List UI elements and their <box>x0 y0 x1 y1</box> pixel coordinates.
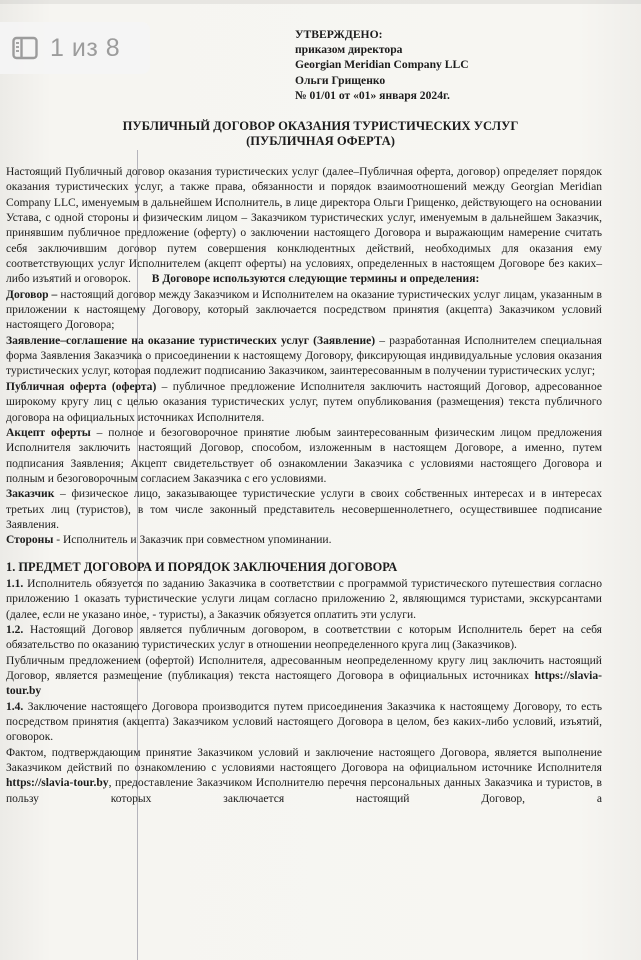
clause-text: Заключение настоящего Договора производится путем присоединения Заказчика к настоящему Договору, то есть посредством принятия (акцепта) Заказчиком условий настоящего Договора в целом, без каких-либо условий, изъятий, оговорок. <box>6 700 602 744</box>
definition-text: настоящий договор между Заказчиком и Исполнителем на оказание туристических услуг лицам, указанным в приложении к настоящему Договору, который заключается посредством принятия (акцепта) Заказчиком условий настоящего Договора; <box>6 288 603 332</box>
clause-number: 1.1. <box>6 577 24 590</box>
preamble <box>6 165 602 288</box>
page-counter: 1 из 8 <box>50 33 121 62</box>
definition-text: – физическое лицо, заказывающее туристические услуги в своих собственных интересах и в интересах третьих лиц (туристов), в том числе законный представитель несовершеннолетнего, осуществившее подписание Заявления. <box>6 488 602 531</box>
approval-line: Ольги Грищенко <box>295 73 386 87</box>
approval-line: приказом директора <box>295 43 403 57</box>
clause <box>6 623 602 654</box>
page-counter-badge[interactable] <box>0 22 150 74</box>
clause-number: 1.4. <box>6 700 24 713</box>
definition-term: Акцепт оферты <box>6 426 91 439</box>
definition-term: Стороны <box>6 534 54 547</box>
clause-text: Исполнитель обязуется по заданию Заказчика в соответствии с программой туристического путешествия согласно приложению 1 оказать туристические услуги лицам согласно приложению 2, являющимся туристами, экскурсантами (далее, если не указано иное, - туристы), а Заказчик обязуется оплатить эти услуги. <box>6 577 602 621</box>
document-subtitle: (ПУБЛИЧНАЯ ОФЕРТА) <box>246 134 395 148</box>
paragraph <box>6 746 602 807</box>
definition-text: - Исполнитель и Заказчик при совместном упоминании. <box>53 534 332 547</box>
clause <box>6 577 602 623</box>
definition <box>6 288 602 334</box>
document-title: ПУБЛИЧНЫЙ ДОГОВОР ОКАЗАНИЯ ТУРИСТИЧЕСКИХ УСЛУГ <box>122 119 519 133</box>
approval-line: № 01/01 от «01» января 2024г. <box>295 88 450 102</box>
paragraph-text: Публичным предложением (офертой) Исполнителя, адресованным неопределенному кругу лиц заключить настоящий Договор, является размещение (публикация) текста настоящего Договора в официальных источниках <box>6 654 602 682</box>
document-body <box>6 165 602 807</box>
paragraph-text: , предоставление Заказчиком Исполнителю перечня персональных данных Заказчика и туристов, в пользу которых заключается настоящий Договор, а <box>6 777 602 805</box>
definition-term: Заявление–соглашение на оказание туристических услуг (Заявление) <box>6 334 376 347</box>
definition-text: – разработанная Исполнителем специальная форма Заявления Заказчика о присоединении к настоящему Договору, фиксирующая индивидуальные условия оказания туристических услуг, которая подлежит подписанию Заказчиком, заинтересованным в получении туристических услуг; <box>6 334 602 378</box>
definition <box>6 426 602 487</box>
paragraph <box>6 654 602 700</box>
definition-term: Заказчик <box>6 488 55 501</box>
approval-block <box>295 27 469 103</box>
clause-number: 1.2. <box>6 623 24 636</box>
source-url: https://slavia-tour.by <box>6 777 109 790</box>
paragraph-text: Фактом, подтверждающим принятие Заказчиком условий и заключение настоящего Договора, является выполнение Заказчиком действий по ознакомлению с условиями настоящего Договора на официальном источнике Исполнителя <box>6 746 602 775</box>
section-title: 1. ПРЕДМЕТ ДОГОВОРА И ПОРЯДОК ЗАКЛЮЧЕНИЯ ДОГОВОРА <box>6 559 398 574</box>
source-url: https://slavia-tour.by <box>6 670 602 698</box>
approval-line: Georgian Meridian Company LLC <box>295 58 469 72</box>
definition-term: Договор – <box>6 288 58 301</box>
sidebar-icon <box>12 36 38 60</box>
definition <box>6 487 602 533</box>
clause-text: Настоящий Договор является публичным договором, в соответствии с которым Исполнитель берет на себя обязательство по оказанию туристических услуг в отношении неопределенного круга лиц (Заказчиков). <box>6 623 602 652</box>
approval-line: УТВЕРЖДЕНО: <box>295 28 383 41</box>
terms-intro: В Договоре используются следующие термины и определения: <box>151 273 480 286</box>
scan-shadow <box>0 0 641 4</box>
definition-term: Публичная оферта (оферта) <box>6 380 157 393</box>
definition <box>6 334 602 380</box>
definition-text: – публичное предложение Исполнителя заключить настоящий Договор, адресованное широкому кругу лиц с целью оказания туристических услуг, путем опубликования (размещения) текста публичного договора на официальных источниках Исполнителя. <box>6 380 603 424</box>
definition-text: – полное и безоговорочное принятие любым заинтересованным физическим лицом предложения Исполнителя заключить настоящий Договор, способом, изложенным в настоящем Договоре, а именно, путем подписания Заявления; Акцепт свидетельствует об ознакомлении Заказчика с условиями настоящего Договора и полным и безоговорочным согласием Заказчика с его условиями. <box>6 426 603 485</box>
clause <box>6 700 602 746</box>
definition <box>6 533 602 548</box>
definition <box>6 380 602 426</box>
preamble-text: Настоящий Публичный договор оказания туристических услуг (далее–Публичная оферта, договор) определяет порядок оказания туристических услуг, а также права, обязанности и порядок взаимоотношений между Georgian Meridian Company LLC, именуемым в дальнейшем Исполнитель, в лице директора Ольги Грищенко, действующего на основании Устава, с одной стороны и физическим лицом – Заказчиком туристических услуг, именуемым в дальнейшем Заказчик, принявшим публичное предложение (оферту) о заключении настоящего Договора и выражающим намерение считать себя заключившим договор путем совершения конклюдентных действий, необходимых для оказания ему соответствующих услуг Исполнителем (акцепт оферты) на условиях, определенных в настоящем Договоре без каких–либо изъятий и оговорок. <box>6 166 602 286</box>
